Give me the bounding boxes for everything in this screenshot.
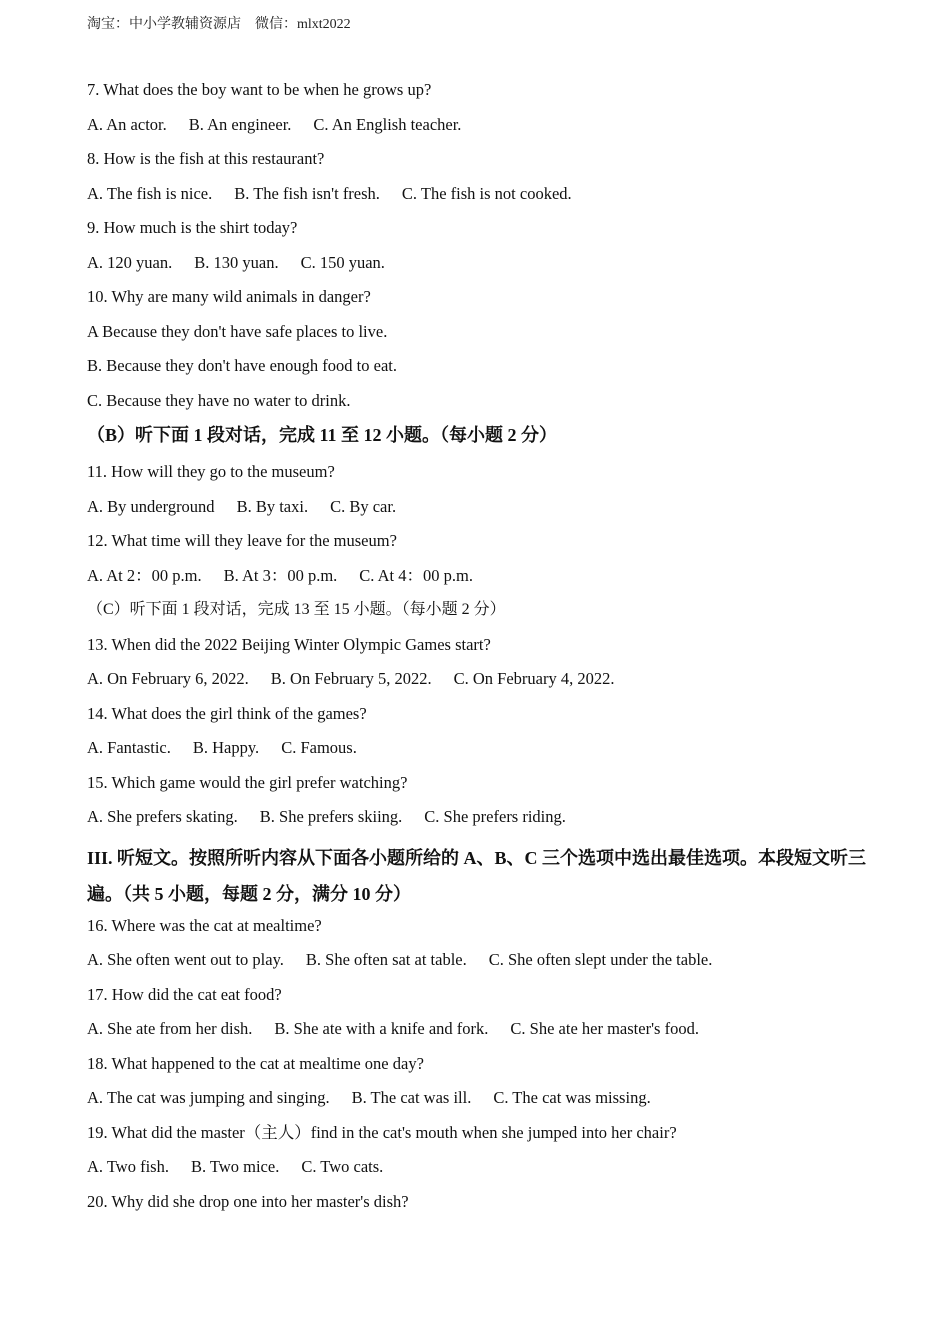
answer-option: C. The fish is not cooked. xyxy=(401,183,572,203)
question-text: 20. Why did she drop one into her master's dish? xyxy=(87,1191,409,1211)
answer-option: B. At 3：00 p.m. xyxy=(223,565,338,585)
answer-option: C. Two cats. xyxy=(301,1157,384,1176)
answer-option: C. She prefers riding. xyxy=(424,807,566,826)
question-text: 11. How will they go to the museum? xyxy=(87,462,335,481)
question-text: 9. How much is the shirt today? xyxy=(87,218,298,237)
question-text: 17. How did the cat eat food? xyxy=(87,984,282,1004)
answer-option: C. By car. xyxy=(330,496,397,516)
question-text: A Because they don't have safe places to live. xyxy=(87,321,388,341)
answer-options xyxy=(87,736,877,771)
answer-option: A. She prefers skating. xyxy=(87,807,238,826)
answer-option: B. She often sat at table. xyxy=(305,950,467,969)
exam-content xyxy=(87,78,877,1224)
answer-option: A. Fantastic. xyxy=(87,738,171,757)
answer-option: C. She often slept under the table. xyxy=(488,950,713,969)
answer-options xyxy=(87,1086,877,1121)
question-text: 18. What happened to the cat at mealtime one day? xyxy=(87,1053,424,1073)
answer-option: A. The fish is nice. xyxy=(87,183,213,203)
question-text: 15. Which game would the girl prefer watching? xyxy=(87,772,408,792)
question-text: 13. When did the 2022 Beijing Winter Olympic Games start? xyxy=(87,634,491,654)
answer-option: B. Happy. xyxy=(192,738,260,757)
answer-options xyxy=(87,667,877,702)
answer-option: A. 120 yuan. xyxy=(87,252,173,272)
shop-name: 淘宝：中小学教辅资源店 xyxy=(87,17,241,32)
answer-option: A. On February 6, 2022. xyxy=(87,669,249,688)
wechat-id: 微信：mlxt2022 xyxy=(255,17,351,32)
answer-option: B. She ate with a knife and fork. xyxy=(274,1019,489,1038)
question-text: 14. What does the girl think of the games? xyxy=(87,703,367,723)
answer-options xyxy=(87,495,877,530)
answer-option: B. By taxi. xyxy=(236,496,309,516)
question-text: 16. Where was the cat at mealtime? xyxy=(87,915,322,935)
question-text: 12. What time will they leave for the museum? xyxy=(87,531,397,550)
answer-option: C. At 4：00 p.m. xyxy=(359,565,473,585)
answer-option: A. At 2：00 p.m. xyxy=(87,565,202,585)
question-text: 8. How is the fish at this restaurant? xyxy=(87,149,325,168)
question-text: B. Because they don't have enough food to eat. xyxy=(87,356,397,375)
answer-option: C. Famous. xyxy=(281,738,357,757)
section-heading: （C）听下面 1 段对话，完成 13 至 15 小题。（每小题 2 分） xyxy=(87,601,506,618)
answer-option: C. An English teacher. xyxy=(313,114,462,134)
answer-option: B. On February 5, 2022. xyxy=(270,669,432,688)
answer-option: B. Two mice. xyxy=(190,1157,280,1176)
question-text: 19. What did the master（主人）find in the cat's mouth when she jumped into her chair? xyxy=(87,1122,677,1142)
section-heading: III. 听短文。按照所听内容从下面各小题所给的 A、B、C 三个选项中选出最佳选项。本段短文听三遍。（共 5 小题，每题 2 分，满分 10 分） xyxy=(87,847,867,904)
answer-option: C. The cat was missing. xyxy=(493,1088,651,1107)
answer-options xyxy=(87,805,877,840)
answer-option: C. She ate her master's food. xyxy=(510,1019,699,1038)
answer-option: B. She prefers skiing. xyxy=(259,807,403,826)
answer-options xyxy=(87,948,877,983)
page-header xyxy=(87,13,351,33)
question-text: C. Because they have no water to drink. xyxy=(87,390,351,410)
answer-option: A. By underground xyxy=(87,496,215,516)
answer-options xyxy=(87,1155,877,1190)
answer-options xyxy=(87,564,877,599)
question-text: 7. What does the boy want to be when he grows up? xyxy=(87,80,432,99)
answer-options xyxy=(87,113,877,148)
answer-option: A. She ate from her dish. xyxy=(87,1019,253,1038)
answer-option: A. An actor. xyxy=(87,114,167,134)
question-text: 10. Why are many wild animals in danger? xyxy=(87,287,371,306)
answer-option: B. An engineer. xyxy=(188,114,292,134)
answer-options xyxy=(87,182,877,217)
section-heading: （B）听下面 1 段对话，完成 11 至 12 小题。（每小题 2 分） xyxy=(87,425,558,445)
answer-option: A. She often went out to play. xyxy=(87,950,284,969)
answer-option: B. 130 yuan. xyxy=(194,252,279,272)
answer-options xyxy=(87,251,877,286)
answer-option: A. Two fish. xyxy=(87,1157,169,1176)
answer-option: B. The cat was ill. xyxy=(351,1088,472,1107)
answer-option: B. The fish isn't fresh. xyxy=(234,183,380,203)
answer-option: C. 150 yuan. xyxy=(300,252,385,272)
answer-options xyxy=(87,1017,877,1052)
answer-option: A. The cat was jumping and singing. xyxy=(87,1088,330,1107)
answer-option: C. On February 4, 2022. xyxy=(453,669,615,688)
